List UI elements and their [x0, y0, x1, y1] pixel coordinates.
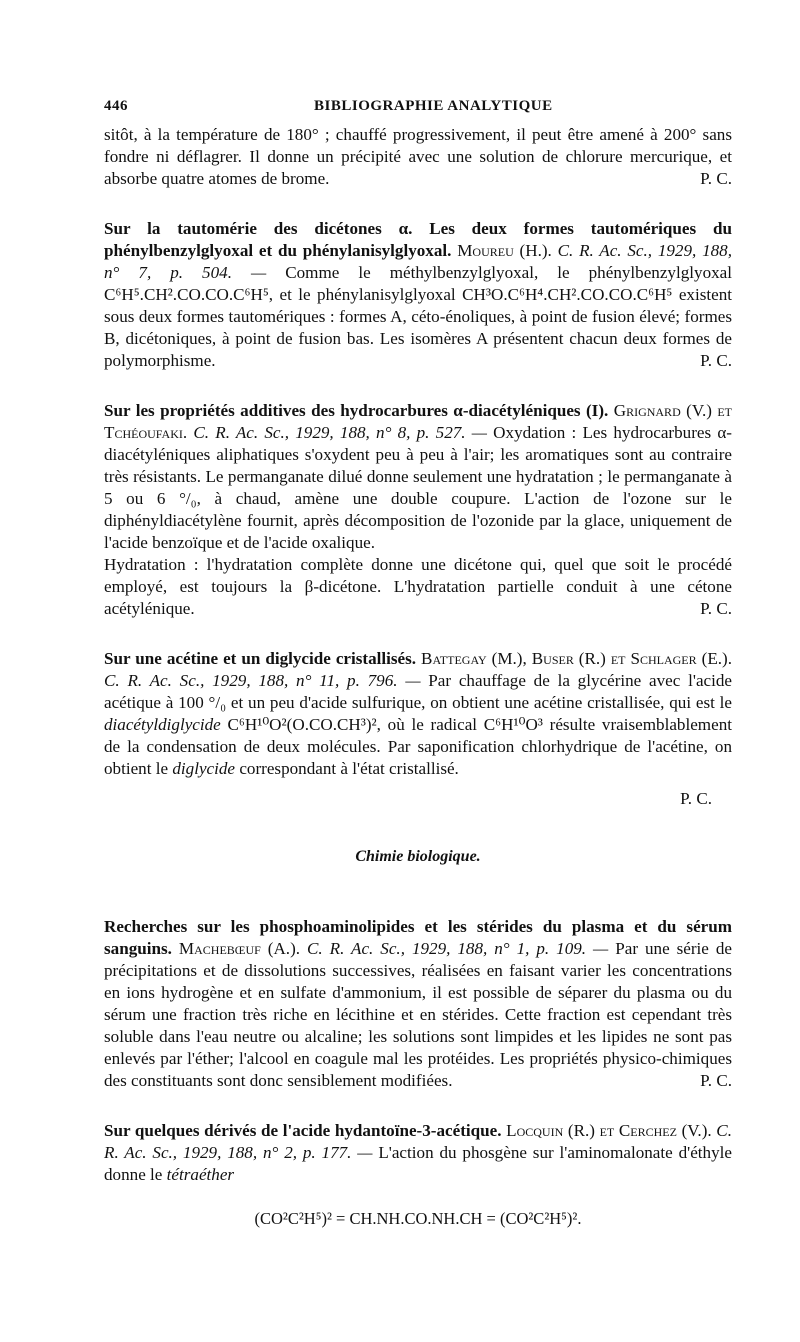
- article-phosphoaminolipides: [104, 916, 732, 1092]
- article-hydantoine: [104, 1120, 732, 1186]
- signature: P. C.: [700, 599, 732, 618]
- article-title: Sur la tautomérie des dicétones α. Les deux formes tautomériques du phénylbenzylglyoxal et du phénylanisylglyoxal.: [104, 219, 732, 260]
- article-title: Recherches sur les phosphoaminolipides et les stérides du plasma et du sérum sanguins.: [104, 917, 732, 958]
- signature: P. C.: [700, 351, 732, 370]
- article-title: Sur une acétine et un diglycide cristallisés.: [104, 649, 417, 668]
- article-authors: Grignard (V.) et Tchéoufaki.: [104, 401, 732, 442]
- continuation-text: sitôt, à la température de 180° ; chauffé progressivement, il peut être amené à 200° sans fondre ni déflagrer. Il donne un précipité avec une solution de chlorure mercurique, et absorbe quatre atomes de brome.: [104, 125, 732, 188]
- article-hydrocarbures: [104, 400, 732, 554]
- article-italic-term: tétraéther: [166, 1165, 235, 1184]
- chemical-formula: (CO²C²H⁵)² = CH.NH.CO.NH.CH = (CO²C²H⁵)².: [254, 1209, 582, 1228]
- article-reference: C. R. Ac. Sc., 1929, 188, n° 7, p. 504. —: [104, 241, 732, 282]
- article-authors: Machebœuf (A.).: [178, 939, 301, 958]
- article-title: Sur les propriétés additives des hydrocarbures α-diacétyléniques (I).: [104, 401, 609, 420]
- article-hydrocarbures-hydratation: [104, 554, 732, 620]
- running-title: BIBLIOGRAPHIE ANALYTIQUE: [314, 98, 553, 114]
- signature: P. C.: [680, 789, 712, 808]
- article-reference: C. R. Ac. Sc., 1929, 188, n° 8, p. 527. —: [193, 423, 487, 442]
- article-tautomerie: [104, 218, 732, 372]
- article-body: Oxydation : Les hydrocarbures α-diacétyléniques aliphatiques s'oxydent peu à peu à l'air; les aromatiques sont au contraire très résistants. Le permanganate dilué donne seulement une hydratation ; le permanganate à 5 ou 6 °/₀, à chaud, amène une double coupure. L'action de l'ozone sur le diphényldiacétylène fournit, après décomposition de l'ozonide par la glace, uniquement de l'acide benzoïque et de l'acide oxalique.: [104, 423, 732, 552]
- article-authors: Moureu (H.).: [457, 241, 552, 260]
- article-italic-term: diacétyldiglycide: [104, 715, 221, 734]
- article-body: L'action du phosgène sur l'aminomalonate d'éthyle donne le: [104, 1143, 732, 1184]
- article-body-end: correspondant à l'état cristallisé.: [239, 759, 459, 778]
- article-authors: Battegay (M.), Buser (R.) et Schlager (E.).: [421, 649, 732, 668]
- article-reference: C. R. Ac. Sc., 1929, 188, n° 2, p. 177. —: [104, 1121, 732, 1162]
- article-reference: C. R. Ac. Sc., 1929, 188, n° 11, p. 796. —: [104, 671, 421, 690]
- page-number: 446: [104, 98, 128, 114]
- signature: P. C.: [700, 169, 732, 188]
- section-heading: Chimie biologique.: [355, 848, 481, 865]
- article-body: Comme le méthylbenzylglyoxal, le phénylbenzylglyoxal C⁶H⁵.CH².CO.CO.C⁶H⁵, et le phénylanisylglyoxal CH³O.C⁶H⁴.CH².CO.CO.C⁶H⁵ existent sous deux formes tautomériques : formes A, céto-énoliques, à point de fusion élevé; formes B, dicétoniques, à point de fusion bas. Les isomères A présentent chacun deux formes de polymorphisme.: [104, 263, 732, 370]
- running-header: [104, 96, 716, 120]
- article-body: Par une série de précipitations et de dissolutions successives, réalisées en faisant varier les concentrations en ions hydrogène et en sulfate d'ammonium, il est possible de séparer du plasma ou du sérum une fraction très riche en lécithine et en stérides. Cette fraction est cependant très soluble dans l'eau neutre ou alcaline; les solutions sont limpides et les lipides ne sont pas enlevés par l'éther; l'alcool en coagule mal les protéides. Les propriétés physico-chimiques des constituants sont donc sensiblement modifiées.: [104, 939, 732, 1090]
- article-reference: C. R. Ac. Sc., 1929, 188, n° 1, p. 109. —: [307, 939, 609, 958]
- signature: P. C.: [700, 1071, 732, 1090]
- article-title: Sur quelques dérivés de l'acide hydantoïne-3-acétique.: [104, 1121, 502, 1140]
- continuation-paragraph: [104, 124, 732, 190]
- article-body-continued: C⁶H¹⁰O²(O.CO.CH³)², où le radical C⁶H¹⁰O³ résulte vraisemblablement de la condensation de deux molécules. Par saponification chlorhydrique de l'acétine, on obtient le: [104, 715, 732, 778]
- article-italic-term: diglycide: [172, 759, 236, 778]
- page-body: [104, 124, 732, 1230]
- article-body: Par chauffage de la glycérine avec l'acide acétique à 100 °/₀ et un peu d'acide sulfurique, on obtient une acétine cristallisée, qui est le: [104, 671, 733, 712]
- article-body-2: Hydratation : l'hydratation complète donne une dicétone qui, quel que soit le procédé employé, est toujours la β-dicétone. L'hydratation partielle conduit à une cétone acétylénique.: [104, 555, 732, 618]
- article-acetine: [104, 648, 732, 780]
- article-authors: Locquin (R.) et Cerchez (V.).: [506, 1121, 712, 1140]
